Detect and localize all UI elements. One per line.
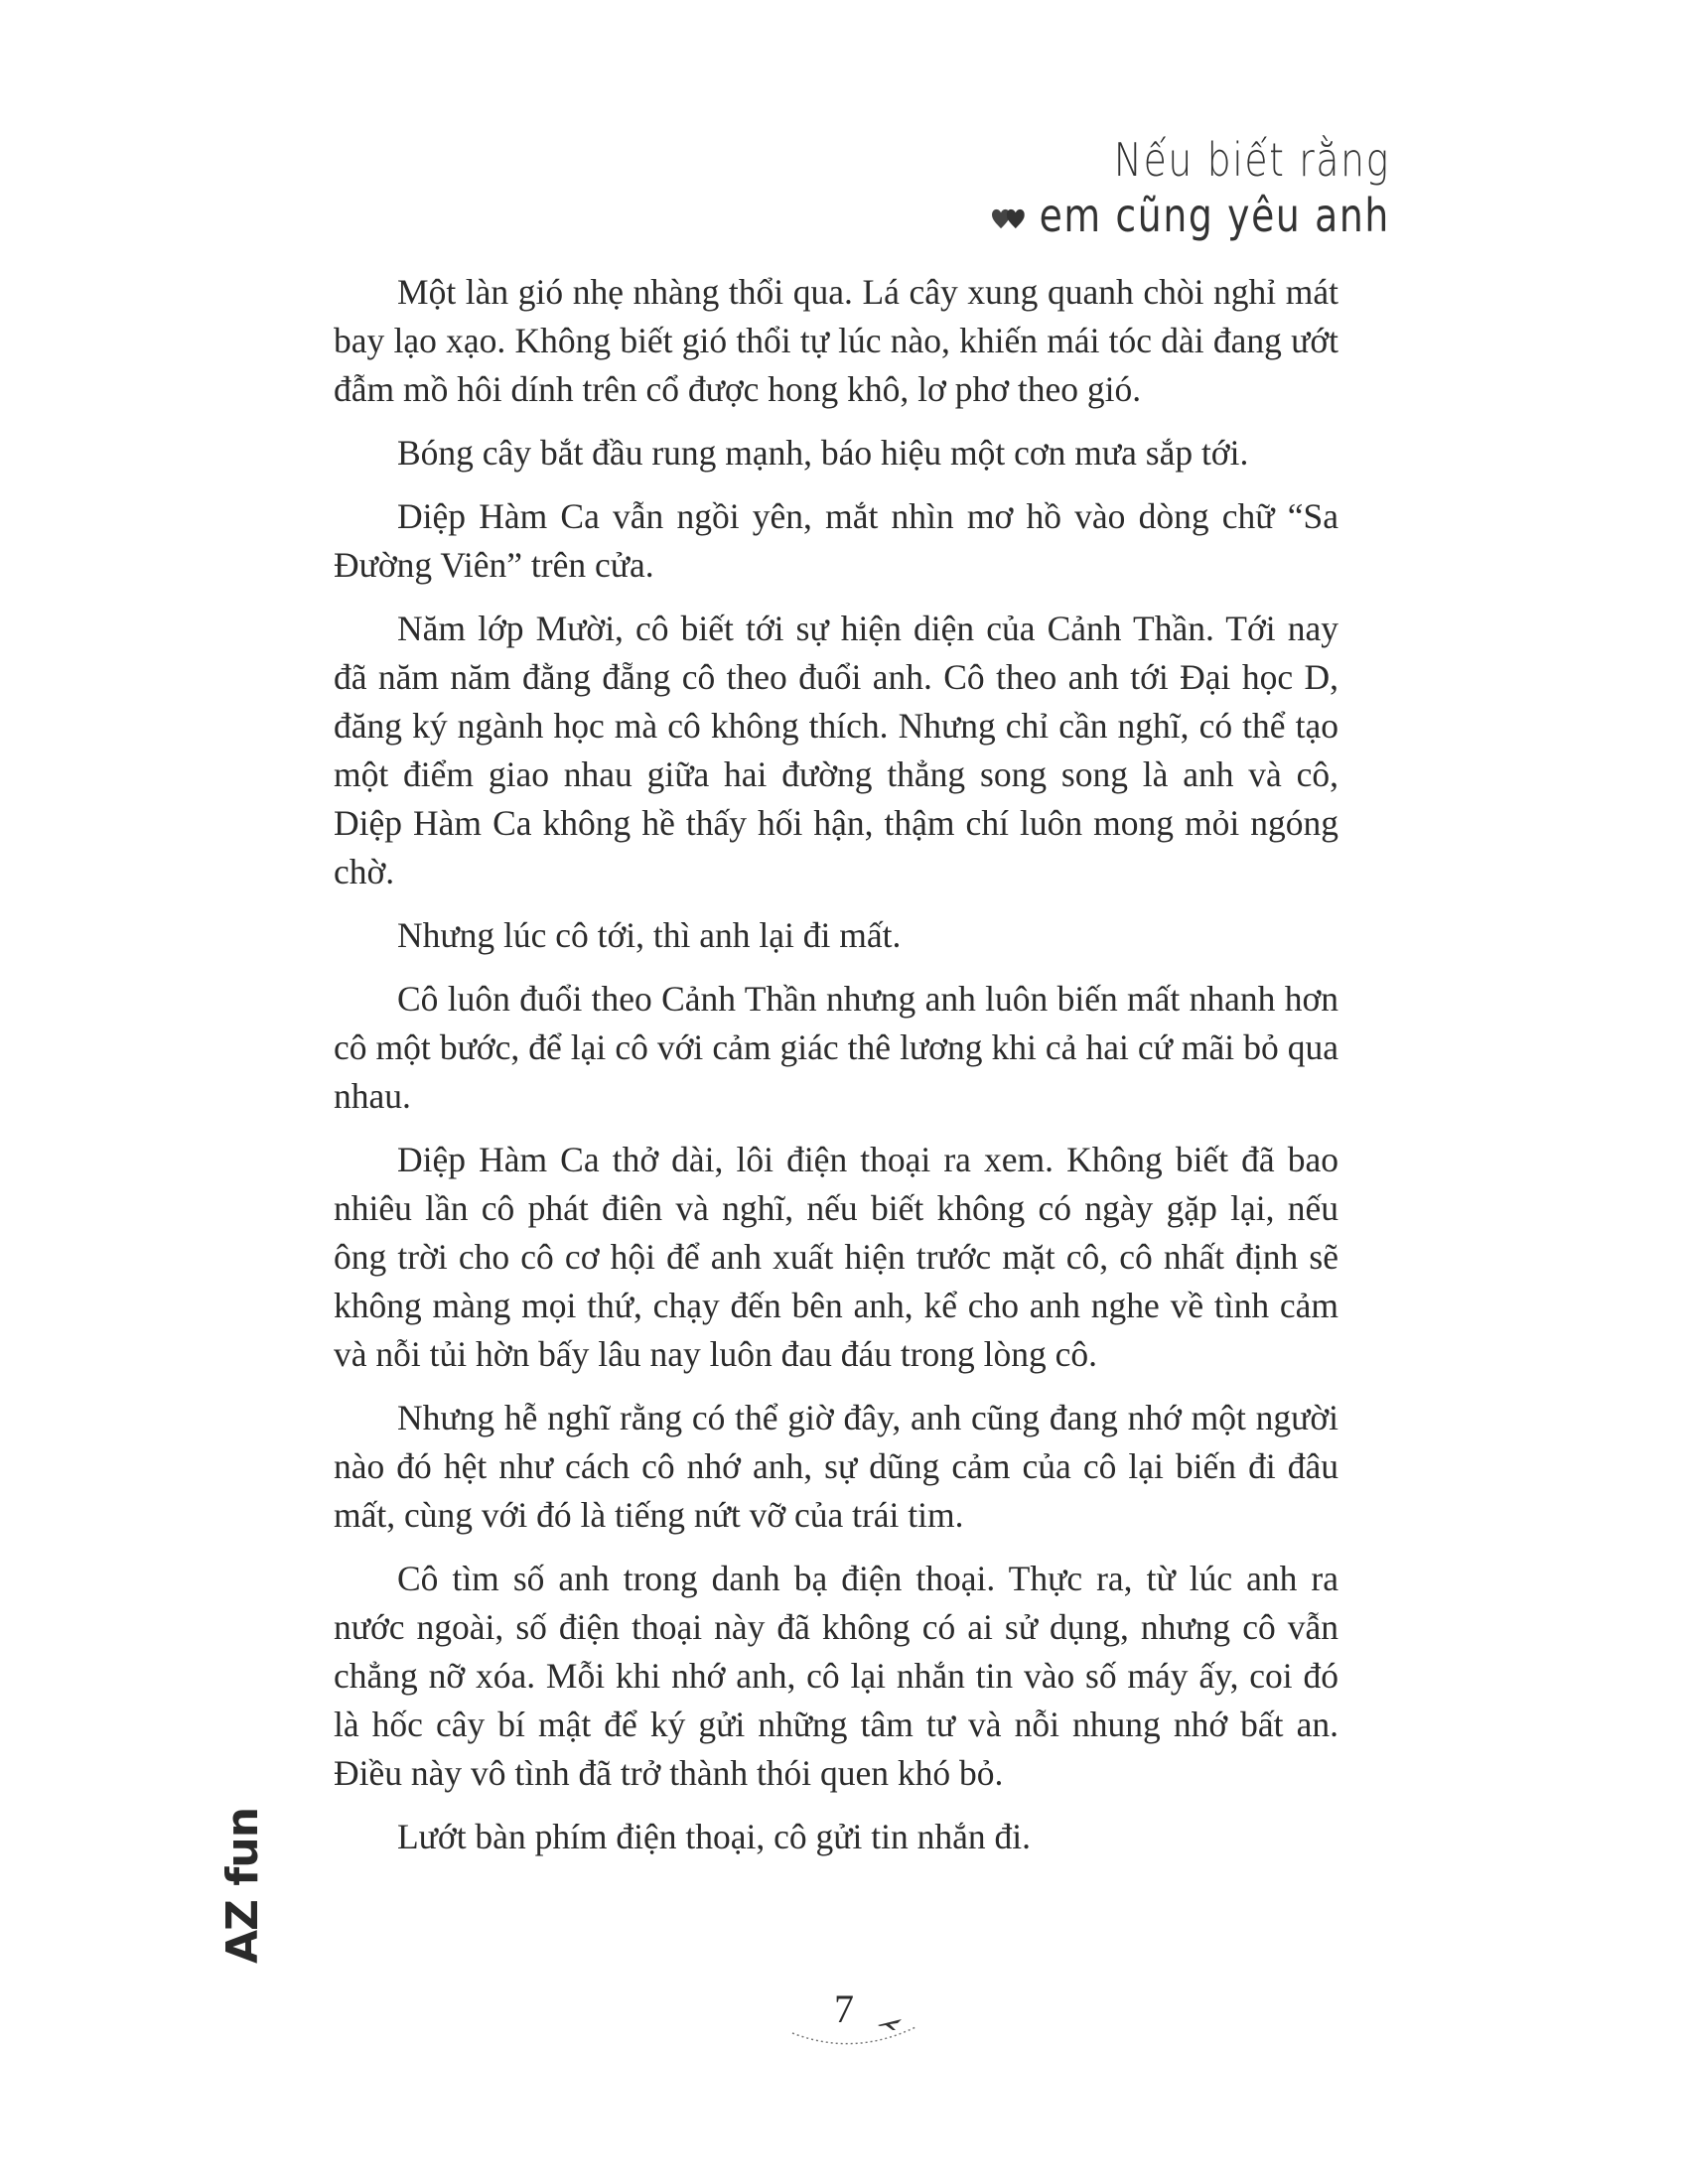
paragraph: Diệp Hàm Ca vẫn ngồi yên, mắt nhìn mơ hồ vào dòng chữ “Sa Đường Viên” trên cửa. [334,496,1338,585]
header-line-2-text: em cũng yêu anh [1039,189,1390,242]
chapter-body [334,268,1338,1876]
publisher-logo-text: AZ fun [217,1807,268,1964]
page-number: 7 [834,1986,854,2031]
paragraph: Một làn gió nhẹ nhàng thổi qua. Lá cây xung quanh chòi nghỉ mát bay lạo xạo. Không biết gió thổi tự lúc nào, khiến mái tóc dài đang ướt đẫm mồ hôi dính trên cổ được hong khô, lơ phơ theo gió. [334,272,1338,409]
header-line-1: Nếu biết rằng [1113,133,1390,187]
publisher-logo [217,1807,268,1964]
header-line-2 [992,185,1390,246]
paragraph: Bóng cây bắt đầu rung mạnh, báo hiệu một cơn mưa sắp tới. [397,433,1249,473]
airplane-icon [876,2013,904,2033]
paragraph: Cô luôn đuổi theo Cảnh Thần nhưng anh luôn biến mất nhanh hơn cô một bước, để lại cô với cảm giác thê lương khi cả hai cứ mãi bỏ qua nhau. [334,979,1338,1116]
paragraph: Diệp Hàm Ca thở dài, lôi điện thoại ra xem. Không biết đã bao nhiêu lần cô phát điên và nghĩ, nếu biết không có ngày gặp lại, nếu ông trời cho cô cơ hội để anh xuất hiện trước mặt cô, cô nhất định sẽ không màng mọi thứ, chạy đến bên anh, kể cho anh nghe về tình cảm và nỗi tủi hờn bấy lâu nay luôn đau đáu trong lòng cô. [334,1140,1338,1374]
hearts-icon [992,205,1028,233]
paragraph: Nhưng hễ nghĩ rằng có thể giờ đây, anh cũng đang nhớ một người nào đó hệt như cách cô nhớ anh, sự dũng cảm của cô lại biến đi đâu mất, cùng với đó là tiếng nứt vỡ của trái tim. [334,1398,1338,1535]
running-header [905,129,1390,246]
paragraph: Nhưng lúc cô tới, thì anh lại đi mất. [397,915,902,955]
paragraph: Năm lớp Mười, cô biết tới sự hiện diện của Cảnh Thần. Tới nay đã năm năm đằng đẵng cô theo đuổi anh. Cô theo anh tới Đại học D, đăng ký ngành học mà cô không thích. Nhưng chỉ cần nghĩ, có thể tạo một điểm giao nhau giữa hai đường thẳng song song là anh và cô, Diệp Hàm Ca không hề thấy hối hận, thậm chí luôn mong mỏi ngóng chờ. [334,609,1338,891]
paragraph: Cô tìm số anh trong danh bạ điện thoại. Thực ra, từ lúc anh ra nước ngoài, số điện thoại này đã không có ai sử dụng, nhưng cô vẫn chẳng nỡ xóa. Mỗi khi nhớ anh, cô lại nhắn tin vào số máy ấy, coi đó là hốc cây bí mật để ký gửi những tâm tư và nỗi nhung nhớ bất an. Điều này vô tình đã trở thành thói quen khó bỏ. [334,1559,1338,1793]
paragraph: Lướt bàn phím điện thoại, cô gửi tin nhắn đi. [397,1817,1031,1856]
